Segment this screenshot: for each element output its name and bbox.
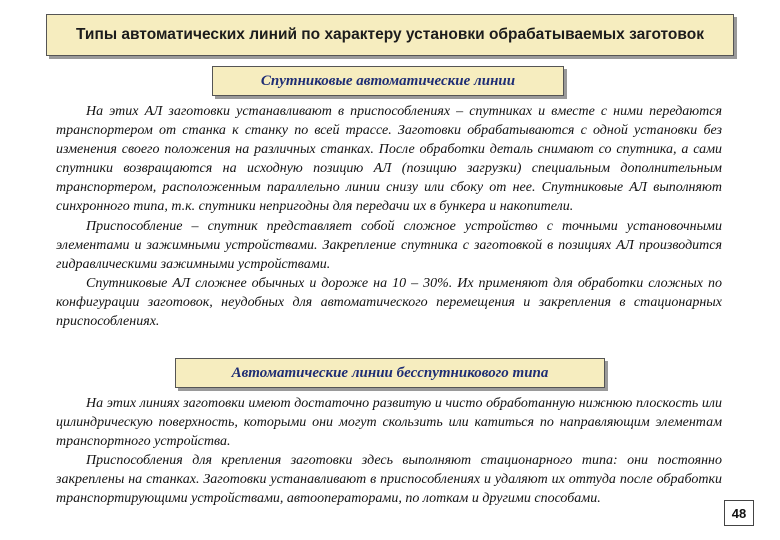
section2-body <box>56 394 722 509</box>
slide-title: Типы автоматических линий по характеру установки обрабатываемых заготовок <box>76 26 704 43</box>
section2-heading: Автоматические линии бесспутникового типа <box>231 364 549 381</box>
section2-heading-box <box>175 358 605 388</box>
section2-paragraph: На этих линиях заготовки имеют достаточно развитую и чисто обработанную нижнюю плоскость или цилиндрическую поверхность, которыми они могут скользить или катиться по направляющим элементам транспортного устройства. <box>56 396 722 450</box>
section2-paragraph: Приспособления для крепления заготовки здесь выполняют стационарного типа: они постоянно закреплены на станках. Заготовки устанавливают в приспособлениях и удаляют их оттуда после обработки транспортирующими устройствами, автооператорами, по лоткам и другими способами. <box>56 453 722 507</box>
section1-paragraph: Спутниковые АЛ сложнее обычных и дороже на 10 – 30%. Их применяют для обработки сложных по конфигурации заготовок, неудобных для автоматического перемещения и закрепления в стационарных приспособлениях. <box>56 275 722 330</box>
section1-paragraph: На этих АЛ заготовки устанавливают в приспособлениях – спутниках и вместе с ними передаются транспортером от станка к станку по всей трассе. Заготовки обрабатываются с одной установки без изменения своего положения на различных станках. После обработки деталь снимают со спутника, а сами спутники возвращаются на исходную позицию АЛ (позицию загрузки) специальным дополнительным транспортером, расположенным параллельно линии снизу или сбоку от нее. Спутниковые АЛ выполняют синхронного типа, т.к. спутники непригодны для передачи их в бункера и накопители. <box>56 104 722 215</box>
section1-heading: Спутниковые автоматические линии <box>260 72 516 89</box>
section1-heading-box <box>212 66 564 96</box>
page-number-box <box>724 500 754 526</box>
section1-body <box>56 102 722 331</box>
section1-paragraph: Приспособление – спутник представляет собой сложное устройство с точными установочными элементами и зажимными устройствами. Закрепление спутника с заготовкой в позициях АЛ производится гидравлическими зажимными устройствами. <box>56 218 722 272</box>
page-number: 48 <box>731 505 747 521</box>
slide-title-box <box>46 14 734 56</box>
